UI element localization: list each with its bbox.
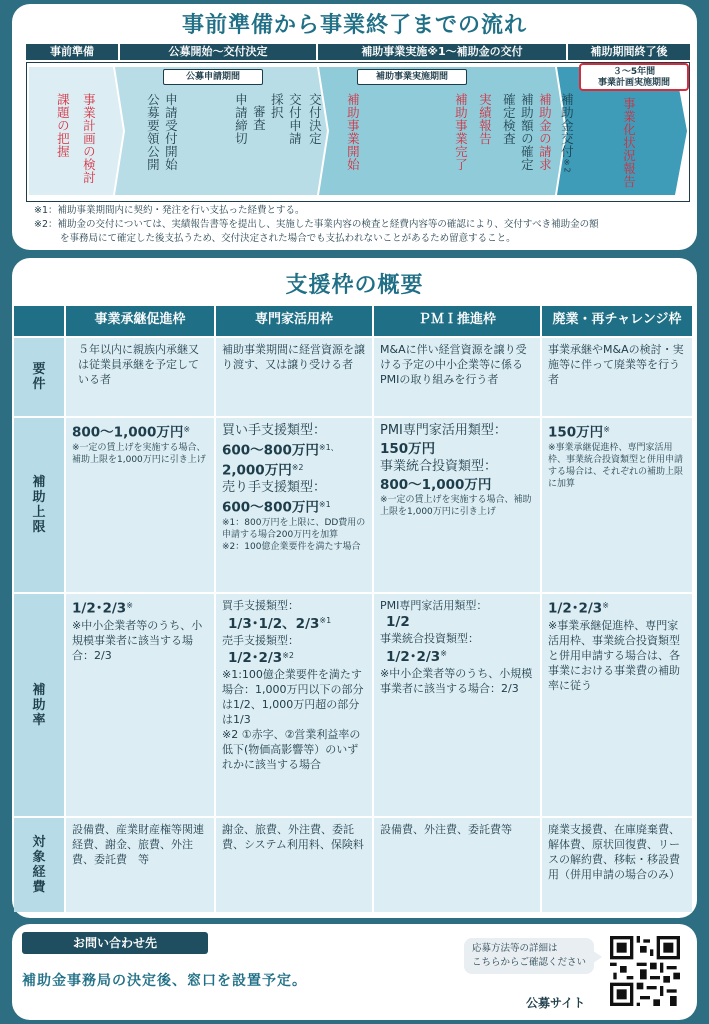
limit-senmonka-buy-value1: 600～800万円 — [222, 442, 319, 459]
rate-haigyo — [542, 594, 692, 816]
limit-senmonka-sell-label: 売り手支援類型： — [222, 480, 327, 496]
limit-pmi — [374, 418, 540, 592]
rate-shokei-note: ※中小企業者等のうち、小規模事業者に該当する場合：2/3 — [72, 618, 203, 662]
req-haigyo: 事業承継やM&Aの検討・実施等に伴って廃業等を行う者 — [542, 338, 692, 416]
cost-pmi: 設備費、外注費、委託費等 — [374, 818, 540, 912]
table-corner — [14, 306, 64, 336]
rate-shokei — [66, 594, 214, 816]
rate-pmi-value2: 1/2･2/3 — [386, 648, 441, 665]
rate-pmi-value1: 1/2 — [386, 614, 410, 630]
plan-period-line2: 事業計画実施期間 — [597, 78, 670, 88]
phase-application: 公募開始～交付決定 — [120, 44, 316, 60]
rate-pmi — [374, 594, 540, 816]
req-shokei: ５年以内に親族内承継又は従業員承継を予定している者 — [66, 338, 214, 416]
step-kakutei: 補助額の確定 — [519, 93, 535, 171]
row-head-rate-text: 補助率 — [32, 682, 46, 728]
rate-senmonka-sell-value: 1/2･2/3 — [228, 650, 283, 667]
footnote-2-cont: を事務局にて確定した後支払うため、交付決定された場合でも支払われないことがあるため留意すること。 — [60, 233, 516, 244]
row-head-limit — [14, 418, 64, 592]
limit-haigyo-note: ※事業承継促進枠、専門家活用枠、事業統合投資類型と併用申請する場合は、それぞれの補助上限に加算 — [548, 442, 684, 489]
site-label: 公募サイト — [526, 996, 586, 1010]
step-jokyo: 事業化状況報告 — [621, 97, 637, 188]
row-head-rate — [14, 594, 64, 816]
limit-senmonka-buy-label: 買い手支援類型： — [222, 423, 327, 438]
flow-title: 事前準備から事業終了までの流れ — [181, 13, 527, 38]
rate-senmonka-buy-value: 1/3･1/2、2/3 — [228, 615, 320, 632]
limit-pmi-value1: 150万円 — [380, 441, 436, 457]
qr-guide-bubble — [464, 938, 594, 974]
limit-senmonka-buy-mark2: ※2 — [291, 462, 304, 472]
phase-after: 補助期間終了後 — [568, 44, 690, 60]
rate-senmonka-buy-mark: ※1 — [319, 616, 332, 625]
row-head-req — [14, 338, 64, 416]
apply-period-label: 公募申請期間 — [163, 69, 263, 85]
support-panel — [12, 258, 697, 918]
contact-text: 補助金事務局の決定後、窓口を設置予定。 — [22, 973, 307, 989]
step-jigyo-kaishi: 補助事業開始 — [345, 93, 361, 171]
rate-pmi-label1: PMI専門家活用類型： — [380, 599, 488, 612]
step-kadai: 課題の把握 — [55, 93, 71, 158]
limit-senmonka-buy-mark1: ※1、 — [318, 443, 339, 452]
step-keikaku: 事業計画の検討 — [81, 93, 97, 184]
qr-guide-line2: こちらからご確認ください — [472, 957, 587, 968]
limit-pmi-note: ※一定の賃上げを実施する場合、補助上限を1,000万円に引き上げ — [380, 495, 532, 517]
contact-panel — [12, 924, 697, 1020]
rate-shokei-mark: ※ — [126, 601, 133, 610]
limit-shokei — [66, 418, 214, 592]
req-pmi: M&Aに伴い経営資源を譲り受ける予定の中小企業等に係るPMIの取り組みを行う者 — [374, 338, 540, 416]
step-koufu — [559, 93, 573, 173]
limit-shokei-mark: ※ — [183, 425, 191, 434]
limit-senmonka-note1: ※1：800万円を上限に、DD費用の申請する場合200万円を加算 — [222, 517, 366, 540]
req-senmonka: 補助事業期間に経営資源を譲り渡す、又は譲り受ける者 — [216, 338, 372, 416]
step-koufu-text: 補助金交付 — [559, 93, 575, 158]
step-seikyu: 補助金の請求 — [537, 93, 553, 171]
limit-haigyo-main: 150万円 — [548, 424, 604, 441]
step-koufu-note: ※2 — [562, 158, 572, 174]
col-head-senmonka: 専門家活用枠 — [216, 306, 372, 336]
phase-implementation: 補助事業実施※1～補助金の交付 — [318, 44, 566, 60]
step-jigyo-kanryo: 補助事業完了 — [453, 93, 469, 171]
row-head-req-text: 要件 — [32, 362, 46, 392]
rate-pmi-note: ※中小企業者等のうち、小規模事業者に該当する場合：2/3 — [380, 666, 533, 695]
contact-label: お問い合わせ先 — [22, 932, 208, 954]
footnote-1: ※1：補助事業期間内に契約・発注を行い支払った経費とする。 — [34, 205, 305, 216]
col-head-haigyo: 廃業・再チャレンジ枠 — [542, 306, 692, 336]
limit-shokei-main: 800～1,000万円 — [72, 424, 184, 441]
rate-senmonka-sell-label: 売手支援類型： — [222, 633, 299, 647]
rate-senmonka — [216, 594, 372, 816]
support-title: 支援枠の概要 — [285, 273, 424, 298]
rate-haigyo-mark: ※ — [602, 601, 609, 610]
rate-senmonka-note1: ※1:100億企業要件を満たす場合：1,000万円以下の部分は1/2、1,000万円超の部分は1/3 — [222, 668, 364, 727]
rate-senmonka-note2: ※2 ①赤字、②営業利益率の低下(物価高影響等）のいずれかに該当する場合 — [222, 728, 361, 772]
step-shinsa: 審査 — [251, 105, 267, 131]
plan-period-line1: ３～5年間 — [612, 67, 656, 77]
qr-guide-line1: 応募方法等の詳細は — [472, 943, 558, 954]
step-koufu-kettei: 交付決定 — [307, 93, 323, 145]
bubble-tail — [592, 950, 602, 964]
limit-shokei-note: ※一定の賃上げを実施する場合、補助上限を1,000万円に引き上げ — [72, 442, 206, 465]
limit-haigyo-mark: ※ — [603, 425, 610, 434]
step-koubo: 公募要領公開 — [145, 93, 161, 171]
step-shimekiri: 申請締切 — [233, 93, 249, 145]
row-head-cost-text: 対象経費 — [32, 835, 46, 895]
step-uketsuke: 申請受付開始 — [163, 93, 179, 171]
limit-senmonka-sell-value: 600～800万円 — [222, 499, 319, 516]
step-saitaku: 採択 — [269, 93, 285, 119]
row-head-cost — [14, 818, 64, 912]
rate-haigyo-note: ※事業承継促進枠、専門家活用枠、事業統合投資類型と併用申請する場合は、各事業における事業費の補助率に従う — [548, 618, 680, 692]
flow-frame — [26, 62, 690, 202]
qr-code-icon[interactable] — [610, 936, 680, 1006]
cost-haigyo: 廃業支援費、在庫廃棄費、解体費、原状回復費、リースの解約費、移転・移設費用（併用申請の場合のみ） — [542, 818, 692, 912]
limit-senmonka-sell-mark: ※1 — [318, 500, 331, 510]
step-kensa: 確定検査 — [501, 93, 517, 145]
impl-period-label: 補助事業実施期間 — [357, 69, 467, 85]
step-jisseki: 実績報告 — [477, 93, 493, 145]
limit-senmonka-buy-value2: 2,000万円 — [222, 462, 292, 479]
phase-preparation: 事前準備 — [26, 44, 118, 60]
footnote-2: ※2：補助金の交付については、実績報告書等を提出し、実施した事業内容の検査と経費内容等の確認により、交付すべき補助金の額 — [34, 219, 599, 230]
step-koufu-shinsei: 交付申請 — [287, 93, 303, 145]
rate-pmi-label2: 事業統合投資類型： — [380, 632, 479, 645]
limit-pmi-label2: 事業統合投資類型： — [380, 459, 498, 474]
flow-panel — [12, 4, 697, 250]
cost-shokei: 設備費、産業財産権等関連経費、謝金、旅費、外注費、委託費 等 — [66, 818, 214, 912]
cost-senmonka: 謝金、旅費、外注費、委託費、システム利用料、保険料 — [216, 818, 372, 912]
rate-senmonka-sell-mark: ※2 — [282, 650, 294, 660]
limit-pmi-label1: PMI専門家活用類型： — [380, 423, 507, 438]
rate-senmonka-buy-label: 買手支援類型： — [222, 599, 299, 612]
limit-pmi-value2: 800～1,000万円 — [380, 477, 492, 493]
plan-period-label — [579, 63, 689, 91]
row-head-limit-text: 補助上限 — [32, 475, 46, 535]
rate-pmi-mark: ※ — [440, 649, 447, 658]
rate-shokei-main: 1/2･2/3 — [72, 600, 127, 617]
limit-senmonka-note2: ※2：100億企業要件を満たす場合 — [222, 541, 361, 552]
col-head-pmi: ＰＭＩ推進枠 — [374, 306, 540, 336]
limit-senmonka — [216, 418, 372, 592]
limit-haigyo — [542, 418, 692, 592]
col-head-shokei: 事業承継促進枠 — [66, 306, 214, 336]
rate-haigyo-main: 1/2･2/3 — [548, 600, 603, 617]
